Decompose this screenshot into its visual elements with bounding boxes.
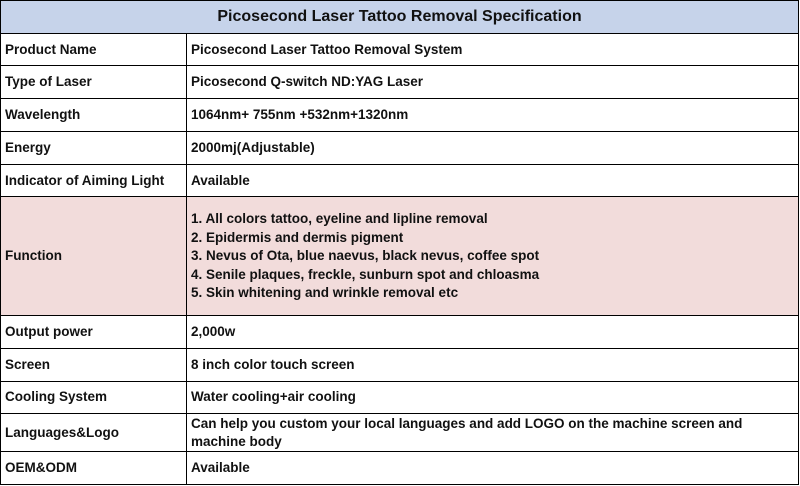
table-row xyxy=(1,99,799,132)
table-row xyxy=(1,33,799,66)
table-row xyxy=(1,381,799,414)
table-row xyxy=(1,316,799,349)
row-label: Indicator of Aiming Light xyxy=(1,164,187,197)
function-row xyxy=(1,197,799,316)
row-label: OEM&ODM xyxy=(1,452,187,485)
table-row xyxy=(1,348,799,381)
row-value: 1064nm+ 755nm +532nm+1320nm xyxy=(187,99,799,132)
table-row xyxy=(1,452,799,485)
row-value: Available xyxy=(187,164,799,197)
row-value: Can help you custom your local languages and add LOGO on the machine screen and machine body xyxy=(187,414,799,452)
row-label: Product Name xyxy=(1,33,187,66)
row-label: Energy xyxy=(1,131,187,164)
row-value: Picosecond Laser Tattoo Removal System xyxy=(187,33,799,66)
function-item: 2. Epidermis and dermis pigment xyxy=(191,229,404,245)
function-item: 3. Nevus of Ota, blue naevus, black nevus, coffee spot xyxy=(191,248,540,263)
row-label: Cooling System xyxy=(1,381,187,414)
row-value: 8 inch color touch screen xyxy=(187,348,799,381)
row-value: Picosecond Q-switch ND:YAG Laser xyxy=(187,66,799,99)
table-row xyxy=(1,131,799,164)
table-row xyxy=(1,164,799,197)
row-value: Water cooling+air cooling xyxy=(187,381,799,414)
function-item: 5. Skin whitening and wrinkle removal etc xyxy=(191,285,459,300)
table-row xyxy=(1,414,799,452)
function-list xyxy=(187,197,799,316)
row-label: Languages&Logo xyxy=(1,414,187,452)
row-label: Wavelength xyxy=(1,99,187,132)
row-label: Screen xyxy=(1,348,187,381)
row-label: Function xyxy=(1,197,187,316)
row-value: 2,000w xyxy=(187,316,799,349)
function-item: 1. All colors tattoo, eyeline and lipline removal xyxy=(191,211,488,226)
row-value: 2000mj(Adjustable) xyxy=(187,131,799,164)
table-title: Picosecond Laser Tattoo Removal Specification xyxy=(1,1,799,34)
function-item: 4. Senile plaques, freckle, sunburn spot and chloasma xyxy=(191,266,540,282)
row-label: Output power xyxy=(1,316,187,349)
row-value: Available xyxy=(187,452,799,485)
row-label: Type of Laser xyxy=(1,66,187,99)
title-row xyxy=(1,1,799,34)
table-row xyxy=(1,66,799,99)
